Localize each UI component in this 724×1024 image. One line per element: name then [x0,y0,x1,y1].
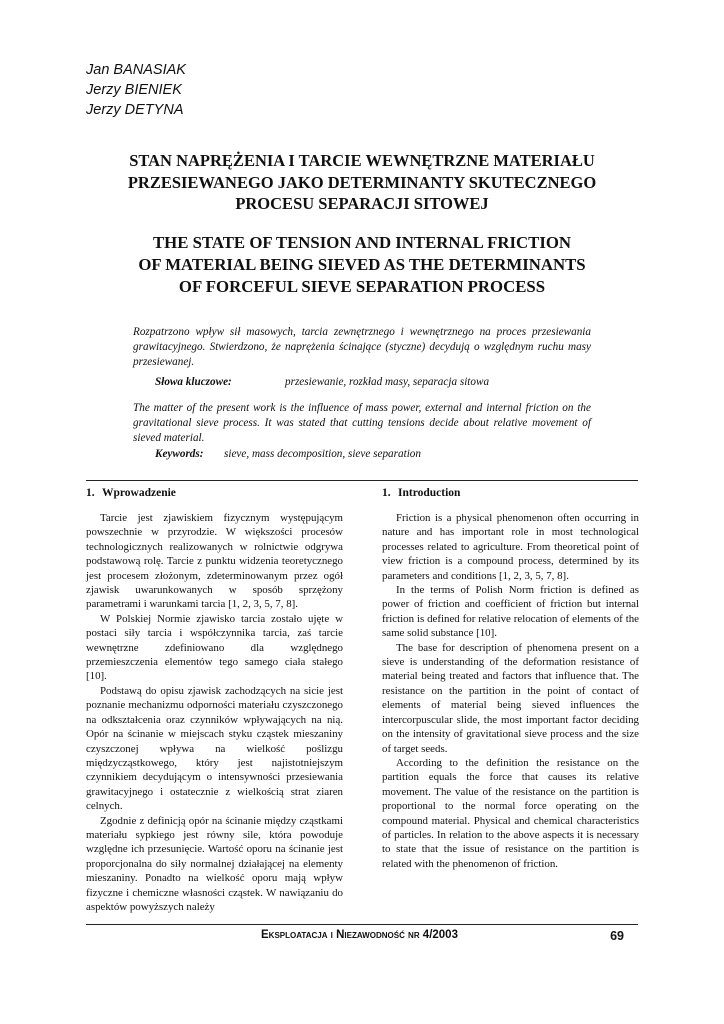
author-name: Jerzy DETYNA [86,102,184,118]
column-english [382,486,639,871]
keywords-value: sieve, mass decomposition, sieve separation [224,448,421,460]
keywords-english [155,448,421,460]
paragraph: According to the definition the resistance on the partition equals the force that causes its relative movement. The value of the resistance on the partition is proportional to the normal force operating on the compound material. Physical and chemical characteristics of particles. In relation to the above aspects it is necessary to state that the issue of resistance on the partition is related with the phenomenon of friction. [382,756,639,870]
title-line: PROCESU SEPARACJI SITOWEJ [235,194,489,213]
section-number: 1. [382,487,391,499]
paragraph: The base for description of phenomena present on a sieve is understanding of the deformation resistance of material being treated and factors that influence that. The resistance on the partition in the point of contact of elements of material being sieved influences the intercorpuscular slide, the most important factor deciding on the intensity of gravitational sieve process and the size of target seeds. [382,641,639,755]
abstract-english: The matter of the present work is the influence of mass power, external and internal friction on the gravitational sieve process. It was stated that cutting tensions decide about relative movement of sieved material. [133,402,591,444]
title-line: STAN NAPRĘŻENIA I TARCIE WEWNĘTRZNE MATERIAŁU [129,151,595,170]
section-title: Introduction [398,487,461,499]
title-polish [60,150,664,215]
keywords-value: przesiewanie, rozkład masy, separacja sitowa [285,376,490,388]
author-list [86,60,186,120]
paragraph: W Polskiej Normie zjawisko tarcia zostało ujęte w postaci siły tarcia i współczynnika tarcia, zaś tarcie wewnętrzne zdefiniowano dla względnego przemieszczenia elementów tego samego ciała stałego [10]. [86,612,343,683]
title-line: OF MATERIAL BEING SIEVED AS THE DETERMINANTS [138,255,586,274]
title-line: OF FORCEFUL SIEVE SEPARATION PROCESS [178,277,546,296]
keywords-polish [155,376,489,388]
section-number: 1. [86,487,95,499]
paragraph: Friction is a physical phenomenon often occurring in nature and has important role in most technological processes related to agriculture. From theoretical point of view friction is a compound process, determined by its parameters and conditions [1, 2, 3, 5, 7, 8]. [382,512,639,582]
title-line: PRZESIEWANEGO JAKO DETERMINANTY SKUTECZNEGO [127,172,597,192]
journal-name: Eksploatacja i Niezawodność nr 4/2003 [261,929,458,941]
paragraph: In the terms of Polish Norm friction is defined as power of friction and coefficient of friction but internal friction is defined for relative relocation of elements of the same solid substance [10]. [382,584,639,640]
title-line: THE STATE OF TENSION AND INTERNAL FRICTION [152,233,572,252]
paragraph: Podstawą do opisu zjawisk zachodzących na sicie jest poznanie mechanizmu odporności materiału czyszczonego na odkształcenia oraz czynników wpływających na nią. Opór na ścinanie w miejscach styku cząstek mieszaniny czyszczonej wpływa na wielkość poślizgu międzycząstkowego, który jest najistotniejszym czynnikiem decydującym o intensywności przesiewania grawitacyjnego i ostatecznie z wielkością strat ziaren celnych. [86,684,343,813]
paragraph: Zgodnie z definicją opór na ścinanie między cząstkami materiału sypkiego jest równy sile, która powoduje względne ich przesunięcie. Wartość oporu na ścinanie jest proporcjonalna do siły normalnej działającej na elementy mieszaniny. Ponadto na wielkość oporu mają wpływ fizyczne i chemiczne własności cząstek. W nawiązaniu do aspektów powyższych należy [86,814,343,913]
keywords-label: Keywords: [155,448,204,460]
bottom-divider [86,924,638,925]
column-polish [86,486,343,914]
paragraph: Tarcie jest zjawiskiem fizycznym występującym powszechnie w przyrodzie. W większości procesów technologicznych realizowanych w rolnictwie odgrywa podstawową rolę. Tarcie z punktu widzenia teoretycznego jest procesem złożonym, zdeterminowanym przez ogół zjawisk uwarunkowanych w sposób sprzężony parametrami i warunkami tarcia [1, 2, 3, 5, 7, 8]. [86,512,343,611]
keywords-label: Słowa kluczowe: [155,376,232,388]
author-name: Jerzy BIENIEK [86,82,182,98]
section-heading [382,486,639,501]
abstract-polish: Rozpatrzono wpływ sił masowych, tarcia zewnętrznego i wewnętrznego na proces przesiewania grawitacyjnego. Stwierdzono, że naprężenia ścinające (styczne) decydują o względnym ruchu masy przesiewanej. [133,326,591,368]
page-number: 69 [610,929,624,943]
section-heading [86,486,343,501]
title-english [60,232,664,298]
section-title: Wprowadzenie [102,487,176,499]
author-name: Jan BANASIAK [86,62,186,78]
top-divider [86,480,638,481]
